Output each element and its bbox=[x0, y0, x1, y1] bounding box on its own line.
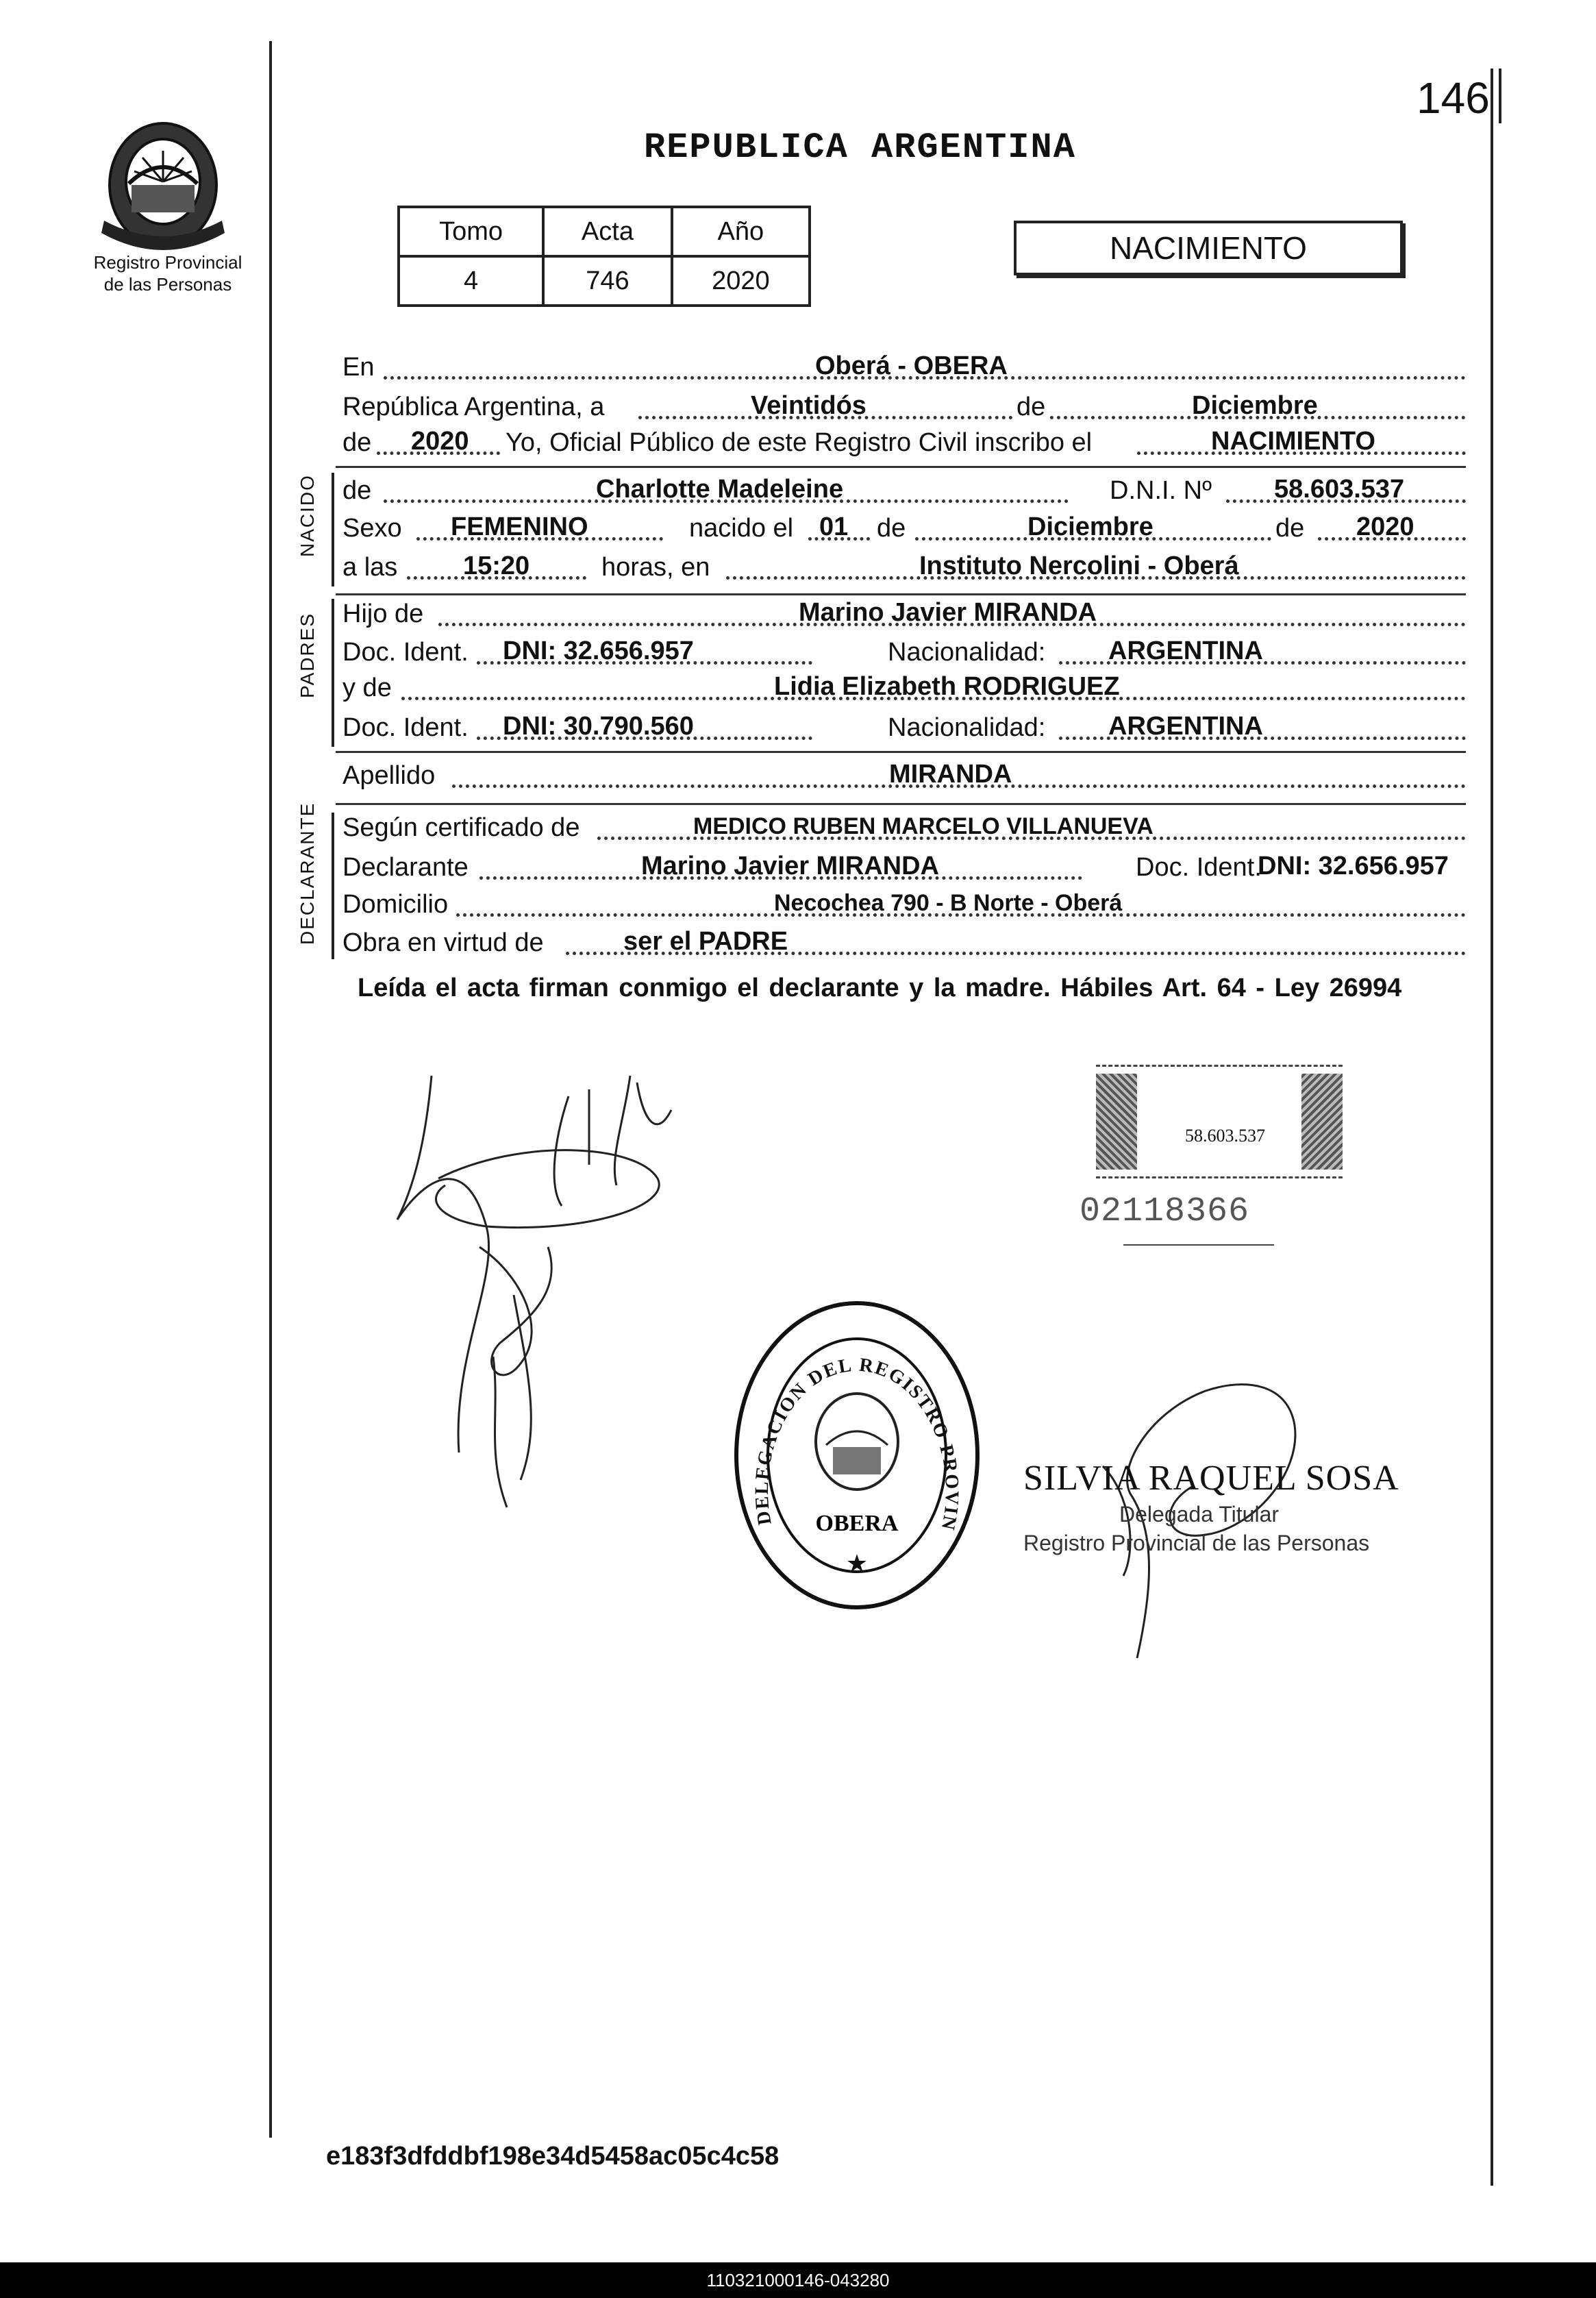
label-domicilio: Domicilio bbox=[342, 890, 449, 919]
label-republica: República Argentina, a bbox=[342, 393, 605, 421]
label-segun: Según certificado de bbox=[342, 813, 580, 842]
table-header-ano: Año bbox=[672, 207, 810, 256]
value-year: 2020 bbox=[411, 427, 469, 456]
value-obra: ser el PADRE bbox=[623, 927, 788, 956]
record-type: NACIMIENTO bbox=[1110, 230, 1307, 266]
value-birth-month: Diciembre bbox=[1027, 512, 1154, 541]
row-sexo bbox=[342, 510, 1466, 546]
registry-seal bbox=[730, 1298, 984, 1613]
label-apellido: Apellido bbox=[342, 761, 436, 790]
label-de-child: de bbox=[342, 476, 372, 505]
label-obra: Obra en virtud de bbox=[342, 928, 544, 957]
value-month: Diciembre bbox=[1192, 391, 1318, 420]
value-father-nat: ARGENTINA bbox=[1108, 637, 1263, 665]
tramite-underline bbox=[1123, 1244, 1274, 1246]
value-child-name: Charlotte Madeleine bbox=[596, 475, 844, 504]
label-doc-mother: Doc. Ident. bbox=[342, 713, 469, 742]
province-logo bbox=[88, 103, 238, 254]
value-birth-place: Instituto Nercolini - Oberá bbox=[919, 552, 1239, 580]
section-bar-nacido bbox=[332, 473, 334, 586]
separator-4 bbox=[336, 803, 1466, 805]
label-horas: horas, en bbox=[601, 553, 710, 582]
official-office: Registro Provincial de las Personas bbox=[1023, 1531, 1370, 1555]
value-sexo: FEMENINO bbox=[451, 512, 588, 541]
section-label-nacido: NACIDO bbox=[297, 474, 318, 557]
value-mother-name: Lidia Elizabeth RODRIGUEZ bbox=[774, 672, 1120, 701]
row-mother bbox=[342, 670, 1466, 706]
official-role: Delegada Titular bbox=[1119, 1502, 1280, 1527]
logo-caption-line1: Registro Provincial bbox=[93, 252, 242, 273]
value-birth-year: 2020 bbox=[1356, 512, 1414, 541]
value-apellido: MIRANDA bbox=[889, 760, 1012, 789]
row-child-name bbox=[342, 473, 1466, 508]
footer-bar bbox=[0, 2262, 1596, 2298]
label-en: En bbox=[342, 353, 375, 382]
value-domicilio: Necochea 790 - B Norte - Oberá bbox=[774, 890, 1123, 916]
label-hijo: Hijo de bbox=[342, 600, 424, 628]
right-edge-mark bbox=[1499, 69, 1501, 123]
label-yde: y de bbox=[342, 674, 392, 702]
label-de-month: de bbox=[877, 514, 906, 543]
tramite-number: 02118366 bbox=[1080, 1192, 1250, 1231]
value-declarante-dni: DNI: 32.656.957 bbox=[1258, 852, 1449, 880]
dni-stamp bbox=[1096, 1065, 1343, 1178]
row-father bbox=[342, 596, 1466, 632]
row-republica bbox=[342, 389, 1466, 425]
left-margin-line bbox=[269, 41, 272, 2138]
declarant-signature bbox=[384, 1069, 699, 1535]
separator-2 bbox=[336, 593, 1466, 595]
table-header-tomo: Tomo bbox=[399, 207, 543, 256]
value-certificado: MEDICO RUBEN MARCELO VILLANUEVA bbox=[693, 813, 1154, 839]
seal-ring-text: DELEGACION DEL REGISTRO PROVIN bbox=[751, 1354, 963, 1533]
section-bar-padres bbox=[332, 599, 334, 747]
svg-text:★: ★ bbox=[845, 1549, 869, 1577]
label-alas: a las bbox=[342, 553, 398, 582]
row-en bbox=[342, 349, 1466, 385]
value-mother-nat: ARGENTINA bbox=[1108, 712, 1263, 741]
label-de: de bbox=[1014, 389, 1048, 425]
right-margin-line bbox=[1491, 69, 1493, 2186]
separator-3 bbox=[336, 751, 1466, 753]
label-sexo: Sexo bbox=[342, 514, 402, 543]
record-table bbox=[397, 206, 811, 307]
value-birth-time: 15:20 bbox=[463, 552, 530, 580]
record-type-box bbox=[1014, 221, 1403, 275]
value-mother-dni: DNI: 30.790.560 bbox=[503, 712, 694, 741]
value-father-dni: DNI: 32.656.957 bbox=[503, 637, 694, 665]
page-number: 146 bbox=[1417, 73, 1490, 123]
label-doc-father: Doc. Ident. bbox=[342, 638, 469, 667]
row-apellido bbox=[342, 758, 1466, 793]
row-certificado bbox=[342, 810, 1466, 845]
label-oficial: Yo, Oficial Público de este Registro Civil inscribo el bbox=[506, 428, 1093, 457]
dni-stamp-number: 58.603.537 bbox=[1185, 1126, 1265, 1146]
closing-text: Leída el acta firman conmigo el declarante y la madre. Hábiles Art. 64 - Ley 26994 bbox=[358, 974, 1402, 1002]
value-birth-day: 01 bbox=[819, 512, 849, 541]
logo-caption-line2: de las Personas bbox=[103, 274, 232, 295]
table-value-tomo: 4 bbox=[399, 256, 543, 306]
value-child-dni: 58.603.537 bbox=[1274, 475, 1405, 504]
value-father-name: Marino Javier MIRANDA bbox=[799, 598, 1097, 627]
value-locality: Oberá - OBERA bbox=[815, 351, 1008, 380]
row-domicilio bbox=[342, 887, 1466, 922]
official-name: SILVIA RAQUEL SOSA bbox=[1023, 1459, 1399, 1498]
row-declarante bbox=[342, 850, 1466, 885]
row-time bbox=[342, 549, 1466, 585]
footer-code: 110321000146-043280 bbox=[706, 2270, 890, 2290]
row-oficial bbox=[342, 425, 1466, 460]
label-declarante: Declarante bbox=[342, 853, 469, 882]
seal-city: OBERA bbox=[815, 1511, 899, 1536]
label-dni: D.N.I. Nº bbox=[1110, 476, 1212, 505]
label-de-year2: de bbox=[1275, 514, 1305, 543]
label-nac-mother: Nacionalidad: bbox=[888, 713, 1046, 742]
value-day-word: Veintidós bbox=[751, 391, 866, 420]
table-value-ano: 2020 bbox=[672, 256, 810, 306]
row-father-doc bbox=[342, 634, 1466, 670]
label-nac-father: Nacionalidad: bbox=[888, 638, 1046, 667]
document-hash: e183f3dfddbf198e34d5458ac05c4c58 bbox=[326, 2142, 780, 2171]
document-title: REPUBLICA ARGENTINA bbox=[644, 127, 1076, 168]
table-header-acta: Acta bbox=[543, 207, 672, 256]
separator-1 bbox=[336, 466, 1466, 468]
label-de-year: de bbox=[342, 428, 372, 457]
value-act: NACIMIENTO bbox=[1211, 427, 1375, 456]
row-mother-doc bbox=[342, 710, 1466, 745]
section-label-declarante: DECLARANTE bbox=[297, 802, 318, 945]
value-declarante: Marino Javier MIRANDA bbox=[641, 852, 939, 880]
section-bar-declarante bbox=[332, 813, 334, 959]
section-label-padres: PADRES bbox=[297, 612, 318, 698]
row-obra bbox=[342, 925, 1466, 961]
label-doc-declarante: Doc. Ident. bbox=[1136, 853, 1262, 882]
label-nacido: nacido el bbox=[689, 514, 794, 543]
table-value-acta: 746 bbox=[543, 256, 672, 306]
